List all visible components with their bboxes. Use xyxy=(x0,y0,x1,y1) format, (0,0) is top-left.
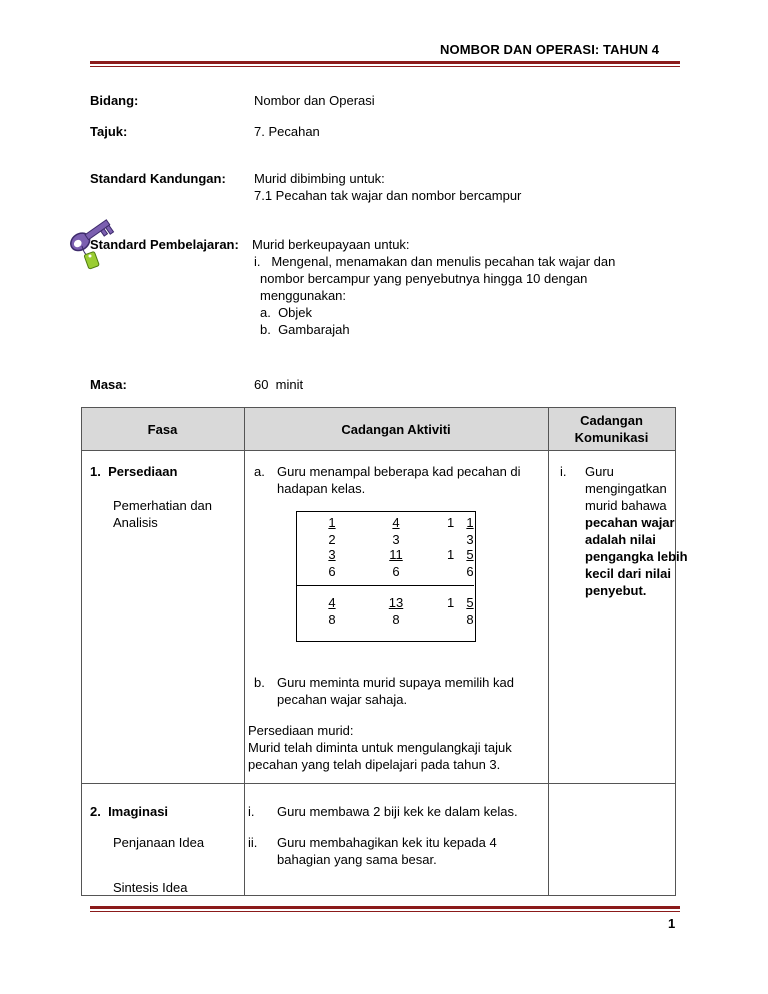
activity-a-marker: a. xyxy=(254,464,265,479)
footer-rule xyxy=(90,906,680,909)
fraction-denominator: 3 xyxy=(466,532,474,547)
tajuk-label: Tajuk: xyxy=(90,124,128,139)
standard-kandungan-label: Standard Kandungan: xyxy=(90,171,226,186)
fraction-numerator: 13 xyxy=(388,595,404,610)
fraction-denominator: 6 xyxy=(328,564,336,579)
standard-pembelajaran-line-2: i. Mengenal, menamakan dan menulis pecahan tak wajar dan xyxy=(254,254,616,269)
header-fasa: Fasa xyxy=(147,422,178,437)
komunikasi-line-3: murid bahawa xyxy=(585,498,667,513)
fraction-numerator: 1 xyxy=(328,515,336,530)
fraction-denominator: 2 xyxy=(328,532,336,547)
fraction-numerator: 3 xyxy=(328,547,336,562)
masa-label: Masa: xyxy=(90,377,127,392)
komunikasi-marker: i. xyxy=(560,464,567,479)
fraction-numerator: 5 xyxy=(466,595,474,610)
fraction-denominator: 8 xyxy=(392,612,400,627)
fraction-numerator: 11 xyxy=(389,547,403,562)
activity-ii-marker: ii. xyxy=(248,835,258,850)
activity-a-line-1: Guru menampal beberapa kad pecahan di xyxy=(277,464,521,479)
fraction-whole: 1 xyxy=(447,547,455,562)
header-rule-thin xyxy=(90,66,680,67)
header-cadangan-komunikasi-2: Komunikasi xyxy=(574,430,649,445)
fasa-imaginasi-sub-2: Sintesis Idea xyxy=(113,880,188,895)
fraction-numerator: 4 xyxy=(328,595,336,610)
fraction-denominator: 6 xyxy=(392,564,400,579)
fasa-persediaan-sub-1: Pemerhatian dan xyxy=(113,498,213,513)
activity-ii-line-2: bahagian yang sama besar. xyxy=(277,852,437,867)
persediaan-murid-title: Persediaan murid: xyxy=(248,723,354,738)
komunikasi-line-5: adalah nilai xyxy=(585,532,656,547)
fraction-grid-divider xyxy=(296,585,474,586)
header-cadangan-aktiviti: Cadangan Aktiviti xyxy=(341,422,451,437)
fraction-denominator: 8 xyxy=(466,612,474,627)
page-number: 1 xyxy=(668,916,676,931)
activity-ii-line-1: Guru membahagikan kek itu kepada 4 xyxy=(277,835,497,850)
fraction-denominator: 8 xyxy=(328,612,336,627)
fraction-numerator: 4 xyxy=(392,515,400,530)
activity-b-line-1: Guru meminta murid supaya memilih kad xyxy=(277,675,514,690)
fraction-whole: 1 xyxy=(447,515,455,530)
standard-pembelajaran-label: Standard Pembelajaran: xyxy=(90,237,239,252)
footer-rule-thin xyxy=(90,911,680,912)
fasa-imaginasi-sub-1: Penjanaan Idea xyxy=(113,835,205,850)
activity-b-line-2: pecahan wajar sahaja. xyxy=(277,692,408,707)
table-border-top xyxy=(81,407,676,408)
bidang-label: Bidang: xyxy=(90,93,139,108)
standard-pembelajaran-line-1: Murid berkeupayaan untuk: xyxy=(252,237,410,252)
fraction-denominator: 3 xyxy=(392,532,400,547)
fasa-imaginasi-title: 2. Imaginasi xyxy=(90,804,169,819)
fraction-numerator: 5 xyxy=(466,547,474,562)
table-col-divider-1 xyxy=(244,407,245,896)
standard-kandungan-line-2: 7.1 Pecahan tak wajar dan nombor bercampur xyxy=(254,188,522,203)
komunikasi-line-2: mengingatkan xyxy=(585,481,667,496)
header-cadangan-komunikasi-1: Cadangan xyxy=(580,413,643,428)
table-header-divider xyxy=(81,450,676,451)
komunikasi-line-6: pengangka lebih xyxy=(585,549,688,564)
persediaan-murid-line-2: pecahan yang telah dipelajari pada tahun 3. xyxy=(248,757,501,772)
bidang-value: Nombor dan Operasi xyxy=(254,93,375,108)
persediaan-murid-line-1: Murid telah diminta untuk mengulangkaji tajuk xyxy=(248,740,512,755)
table-border-left xyxy=(81,407,82,896)
fasa-persediaan-title: 1. Persediaan xyxy=(90,464,178,479)
standard-pembelajaran-item-a: a. Objek xyxy=(260,305,313,320)
standard-pembelajaran-line-3: nombor bercampur yang penyebutnya hingga 10 dengan xyxy=(260,271,588,286)
komunikasi-line-8: penyebut. xyxy=(585,583,647,598)
activity-a-line-2: hadapan kelas. xyxy=(277,481,366,496)
table-col-divider-2 xyxy=(548,407,549,896)
fraction-whole: 1 xyxy=(447,595,455,610)
activity-b-marker: b. xyxy=(254,675,265,690)
activity-i-marker: i. xyxy=(248,804,255,819)
komunikasi-line-4: pecahan wajar xyxy=(585,515,675,530)
komunikasi-line-1: Guru xyxy=(585,464,614,479)
standard-pembelajaran-item-b: b. Gambarajah xyxy=(260,322,350,337)
activity-i-line-1: Guru membawa 2 biji kek ke dalam kelas. xyxy=(277,804,518,819)
fasa-persediaan-sub-2: Analisis xyxy=(113,515,158,530)
tajuk-value: 7. Pecahan xyxy=(254,124,320,139)
table-row-divider xyxy=(81,783,676,784)
fraction-denominator: 6 xyxy=(466,564,474,579)
standard-kandungan-line-1: Murid dibimbing untuk: xyxy=(254,171,385,186)
header-rule xyxy=(90,61,680,64)
masa-value: 60 minit xyxy=(254,377,304,392)
komunikasi-line-7: kecil dari nilai xyxy=(585,566,671,581)
fraction-numerator: 1 xyxy=(466,515,474,530)
table-border-right xyxy=(675,407,676,896)
standard-pembelajaran-line-4: menggunakan: xyxy=(260,288,347,303)
page-header-title: NOMBOR DAN OPERASI: TAHUN 4 xyxy=(440,42,660,57)
